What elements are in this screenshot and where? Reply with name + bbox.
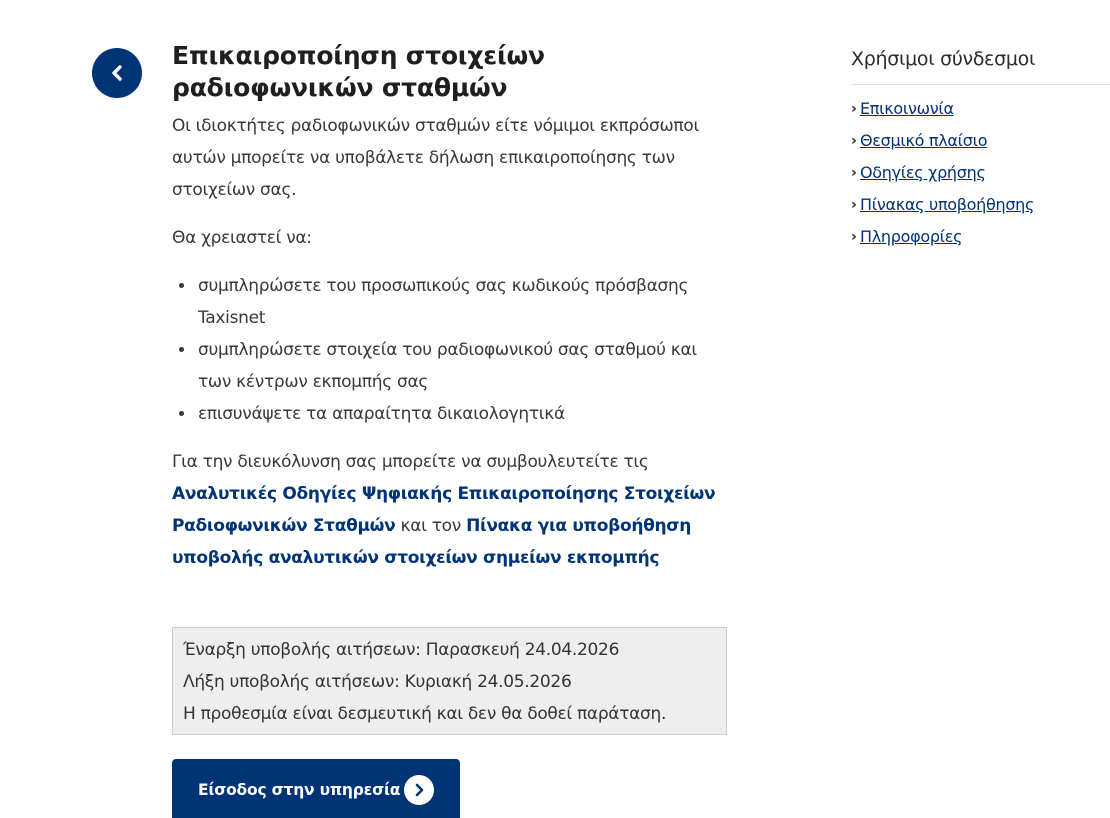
sidebar-item-legal-framework [851, 125, 1110, 157]
guidance-prefix: Για την διευκόλυνση σας μπορείτε να συμβουλευτείτε τις [172, 452, 649, 472]
legal-framework-link[interactable]: Θεσμικό πλαίσιο [860, 131, 988, 150]
submission-end: Λήξη υποβολής αιτήσεων: Κυριακή 24.05.2026 [183, 672, 572, 692]
main-content [172, 40, 732, 590]
detailed-instructions-link[interactable]: Αναλυτικές Οδηγίες Ψηφιακής Επικαιροποίησης Στοιχείων Ραδιοφωνικών Σταθμών [172, 484, 716, 536]
sidebar-divider [851, 84, 1110, 85]
sidebar-item-information [851, 221, 1110, 253]
chevron-right-icon: › [851, 229, 857, 245]
assistance-table-sidebar-link[interactable]: Πίνακας υποβοήθησης [860, 195, 1035, 214]
user-guide-link[interactable]: Οδηγίες χρήσης [860, 163, 986, 182]
requirement-item: • συμπληρώσετε στοιχεία του ραδιοφωνικού σας σταθμού και των κέντρων εκπομπής σας [196, 334, 732, 398]
chevron-right-icon: › [851, 165, 857, 181]
requirements-heading: Θα χρειαστεί να: [172, 228, 312, 248]
page-title [172, 40, 732, 104]
enter-service-label: Είσοδος στην υπηρεσία [198, 781, 401, 799]
submission-start: Έναρξη υποβολής αιτήσεων: Παρασκευή 24.04.2026 [183, 640, 620, 660]
chevron-right-icon: › [851, 133, 857, 149]
sidebar-item-contact [851, 93, 1110, 125]
sidebar-item-user-guide [851, 157, 1110, 189]
chevron-right-circle-icon [404, 775, 434, 805]
chevron-right-icon: › [851, 197, 857, 213]
page-title-line2: ραδιοφωνικών σταθμών [172, 73, 508, 102]
submission-dates-box [172, 627, 727, 735]
assistance-table-link[interactable]: Πίνακα για υποβοήθηση υποβολής αναλυτικών στοιχείων σημείων εκπομπής [172, 516, 692, 568]
information-link[interactable]: Πληροφορίες [860, 227, 963, 246]
requirements-list [172, 270, 732, 430]
back-button[interactable] [92, 48, 142, 98]
guidance-middle: και τον [400, 516, 461, 536]
deadline-note: Η προθεσμία είναι δεσμευτική και δεν θα δοθεί παράταση. [183, 704, 667, 724]
contact-link[interactable]: Επικοινωνία [860, 99, 954, 118]
requirement-item: • συμπληρώσετε του προσωπικούς σας κωδικούς πρόσβασης Taxisnet [196, 270, 732, 334]
page-title-line1: Επικαιροποίηση στοιχείων [172, 41, 545, 70]
requirement-item: • επισυνάψετε τα απαραίτητα δικαιολογητικά [196, 398, 732, 430]
sidebar-title: Χρήσιμοι σύνδεσμοι [851, 48, 1036, 70]
sidebar-links [851, 93, 1110, 253]
enter-service-button[interactable] [172, 759, 460, 818]
intro-text: Οι ιδιοκτήτες ραδιοφωνικών σταθμών είτε νόμιμοι εκπρόσωποι αυτών μπορείτε να υποβάλετε δήλωση επικαιροποίησης των στοιχείων σας. [172, 116, 699, 200]
guidance-text [172, 446, 732, 574]
useful-links-sidebar [851, 40, 1110, 253]
chevron-right-icon: › [851, 101, 857, 117]
sidebar-item-assistance-table [851, 189, 1110, 221]
chevron-left-icon [110, 64, 124, 82]
